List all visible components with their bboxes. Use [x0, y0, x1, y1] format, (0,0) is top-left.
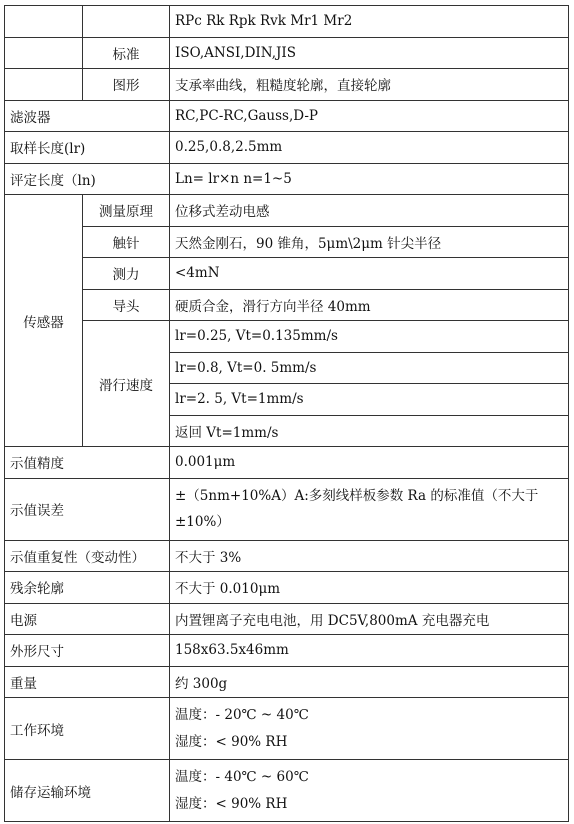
cell-empty — [5, 6, 83, 38]
eval-length-label: 评定长度（ln) — [5, 163, 170, 195]
row-graphics — [5, 69, 569, 101]
storage-env-humidity: 湿度：< 90% RH — [175, 795, 288, 812]
row-repeatability — [5, 540, 569, 572]
row-params — [5, 6, 569, 38]
guide-label: 导头 — [83, 289, 170, 321]
storage-env-value — [170, 760, 569, 822]
speed-value: lr=0.8, Vt=0. 5mm/s — [170, 352, 569, 384]
residual-label: 残余轮廓 — [5, 572, 170, 604]
graphics-value: 支承率曲线，粗糙度轮廓，直接轮廓 — [170, 69, 569, 101]
work-env-label: 工作环境 — [5, 698, 170, 760]
speed-label: 滑行速度 — [83, 321, 170, 447]
storage-env-temp: 温度：- 40℃ ~ 60℃ — [175, 768, 309, 785]
repeatability-value: 不大于 3% — [170, 540, 569, 572]
stylus-value: 天然金刚石，90 锥角，5μm\2μm 针尖半径 — [170, 226, 569, 258]
row-filter — [5, 100, 569, 132]
row-weight — [5, 666, 569, 698]
principle-label: 测量原理 — [83, 195, 170, 227]
params-value: RPc Rk Rpk Rvk Mr1 Mr2 — [170, 6, 569, 38]
cell-empty — [83, 6, 170, 38]
row-sensor-force — [5, 258, 569, 290]
row-storage-env — [5, 760, 569, 822]
speed-value: 返回 Vt=1mm/s — [170, 415, 569, 447]
cell-empty — [5, 69, 83, 101]
row-eval-length — [5, 163, 569, 195]
speed-value: lr=0.25, Vt=0.135mm/s — [170, 321, 569, 353]
dimensions-value: 158x63.5x46mm — [170, 635, 569, 667]
row-precision — [5, 447, 569, 479]
work-env-humidity: 湿度：< 90% RH — [175, 733, 288, 750]
eval-length-value: Ln= lr×n n=1~5 — [170, 163, 569, 195]
standard-value: ISO,ANSI,DIN,JIS — [170, 37, 569, 69]
filter-label: 滤波器 — [5, 100, 170, 132]
power-value: 内置锂离子充电电池，用 DC5V,800mA 充电器充电 — [170, 603, 569, 635]
row-dimensions — [5, 635, 569, 667]
row-residual — [5, 572, 569, 604]
error-value: ±（5nm+10%A）A:多刻线样板参数 Ra 的标准值（不大于±10%） — [170, 478, 569, 540]
work-env-temp: 温度：- 20℃ ~ 40℃ — [175, 706, 309, 723]
row-sensor-guide — [5, 289, 569, 321]
force-value: <4mN — [170, 258, 569, 290]
dimensions-label: 外形尺寸 — [5, 635, 170, 667]
row-speed-1 — [5, 321, 569, 353]
standard-label: 标准 — [83, 37, 170, 69]
sample-length-value: 0.25,0.8,2.5mm — [170, 132, 569, 164]
weight-value: 约 300g — [170, 666, 569, 698]
row-power — [5, 603, 569, 635]
row-standard — [5, 37, 569, 69]
power-label: 电源 — [5, 603, 170, 635]
cell-empty — [5, 37, 83, 69]
stylus-label: 触针 — [83, 226, 170, 258]
row-sensor-stylus — [5, 226, 569, 258]
sensor-label: 传感器 — [5, 195, 83, 447]
error-label: 示值误差 — [5, 478, 170, 540]
repeatability-label: 示值重复性（变动性） — [5, 540, 170, 572]
row-sensor-principle — [5, 195, 569, 227]
precision-label: 示值精度 — [5, 447, 170, 479]
force-label: 测力 — [83, 258, 170, 290]
precision-value: 0.001μm — [170, 447, 569, 479]
sample-length-label: 取样长度(lr) — [5, 132, 170, 164]
row-error — [5, 478, 569, 540]
guide-value: 硬质合金，滑行方向半径 40mm — [170, 289, 569, 321]
weight-label: 重量 — [5, 666, 170, 698]
residual-value: 不大于 0.010μm — [170, 572, 569, 604]
graphics-label: 图形 — [83, 69, 170, 101]
speed-value: lr=2. 5, Vt=1mm/s — [170, 384, 569, 416]
principle-value: 位移式差动电感 — [170, 195, 569, 227]
row-sample-length — [5, 132, 569, 164]
storage-env-label: 储存运输环境 — [5, 760, 170, 822]
filter-value: RC,PC-RC,Gauss,D-P — [170, 100, 569, 132]
spec-table — [4, 5, 569, 822]
row-work-env — [5, 698, 569, 760]
work-env-value — [170, 698, 569, 760]
